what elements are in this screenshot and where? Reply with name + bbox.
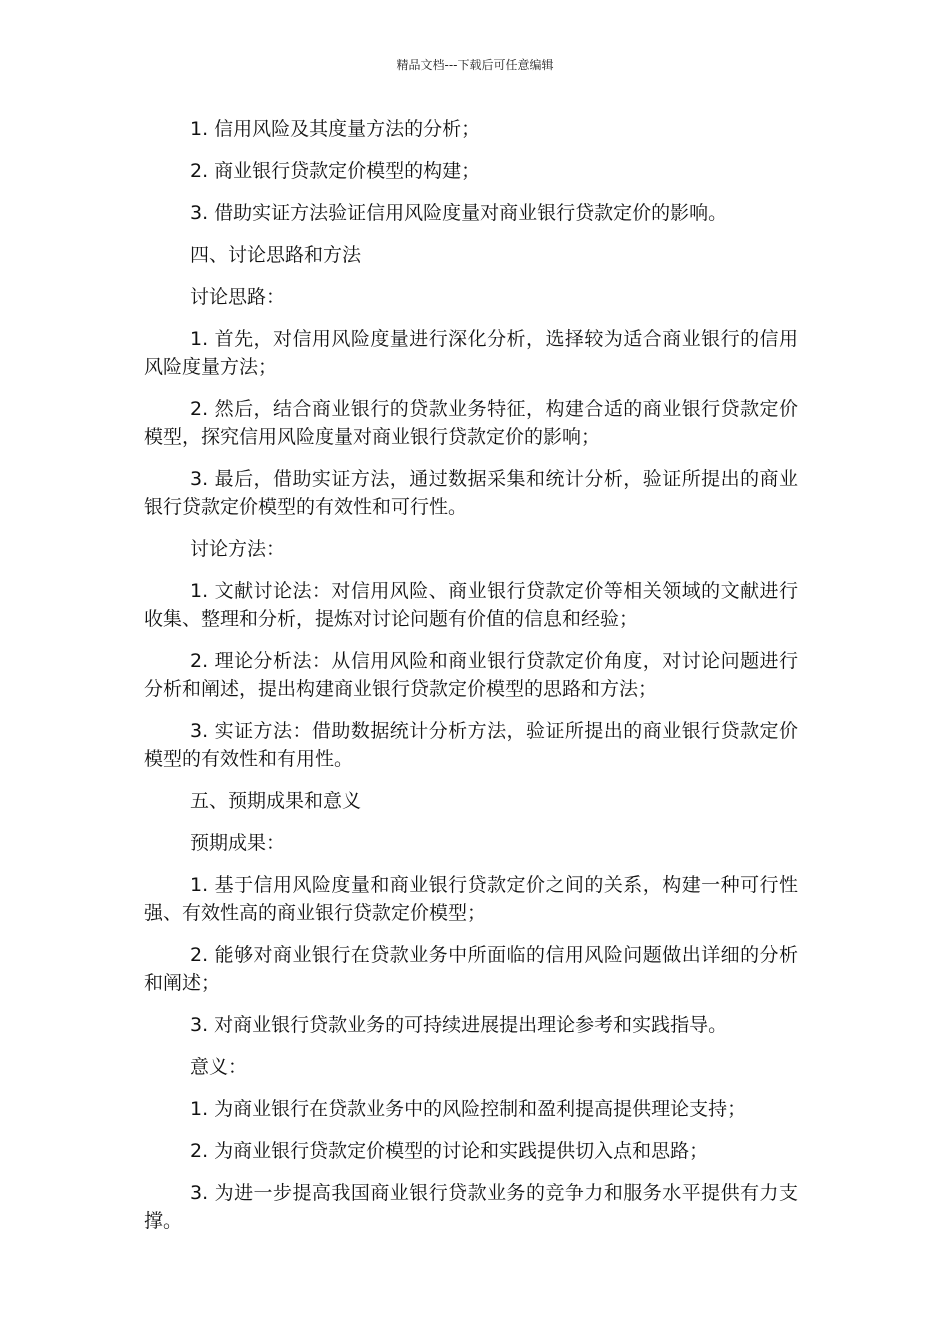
list-item-significance-1: 1. 为商业银行在贷款业务中的风险控制和盈利提高提供理论支持； <box>190 1098 747 1120</box>
subheading-significance: 意义： <box>190 1056 248 1078</box>
list-item-pricing-model-construction: 2. 商业银行贷款定价模型的构建； <box>190 160 481 182</box>
list-item-idea-3: 3. 最后，借助实证方法，通过数据采集和统计分析，验证所提出的商业银行贷款定价模型的有效性和可行性。 <box>144 468 798 518</box>
list-item-method-3: 3. 实证方法：借助数据统计分析方法，验证所提出的商业银行贷款定价模型的有效性和有用性。 <box>144 720 798 770</box>
list-item-result-1: 1. 基于信用风险度量和商业银行贷款定价之间的关系，构建一种可行性强、有效性高的商业银行贷款定价模型； <box>144 874 798 924</box>
list-item-idea-2: 2. 然后，结合商业银行的贷款业务特征，构建合适的商业银行贷款定价模型，探究信用风险度量对商业银行贷款定价的影响； <box>144 398 798 448</box>
list-item-credit-risk-analysis: 1. 信用风险及其度量方法的分析； <box>190 118 481 140</box>
section-heading-expected-results: 五、预期成果和意义 <box>190 790 362 812</box>
subheading-research-method: 讨论方法： <box>190 538 286 560</box>
list-item-result-3: 3. 对商业银行贷款业务的可持续进展提出理论参考和实践指导。 <box>190 1014 728 1036</box>
list-item-significance-2: 2. 为商业银行贷款定价模型的讨论和实践提供切入点和思路； <box>190 1140 709 1162</box>
list-item-significance-3: 3. 为进一步提高我国商业银行贷款业务的竞争力和服务水平提供有力支撑。 <box>144 1182 798 1232</box>
subheading-expected-results: 预期成果： <box>190 832 286 854</box>
list-item-method-2: 2. 理论分析法：从信用风险和商业银行贷款定价角度，对讨论问题进行分析和阐述，提出构建商业银行贷款定价模型的思路和方法； <box>144 650 798 700</box>
subheading-research-idea: 讨论思路： <box>190 286 286 308</box>
page-header: 精品文档---下载后可任意编辑 <box>396 58 554 72</box>
list-item-result-2: 2. 能够对商业银行在贷款业务中所面临的信用风险问题做出详细的分析和阐述； <box>144 944 798 994</box>
list-item-empirical-verification: 3. 借助实证方法验证信用风险度量对商业银行贷款定价的影响。 <box>190 202 728 224</box>
section-heading-research-approach: 四、讨论思路和方法 <box>190 244 362 266</box>
list-item-method-1: 1. 文献讨论法：对信用风险、商业银行贷款定价等相关领域的文献进行收集、整理和分析，提炼对讨论问题有价值的信息和经验； <box>144 580 798 630</box>
document-body <box>144 115 798 1249</box>
list-item-idea-1: 1. 首先，对信用风险度量进行深化分析，选择较为适合商业银行的信用风险度量方法； <box>144 328 798 378</box>
